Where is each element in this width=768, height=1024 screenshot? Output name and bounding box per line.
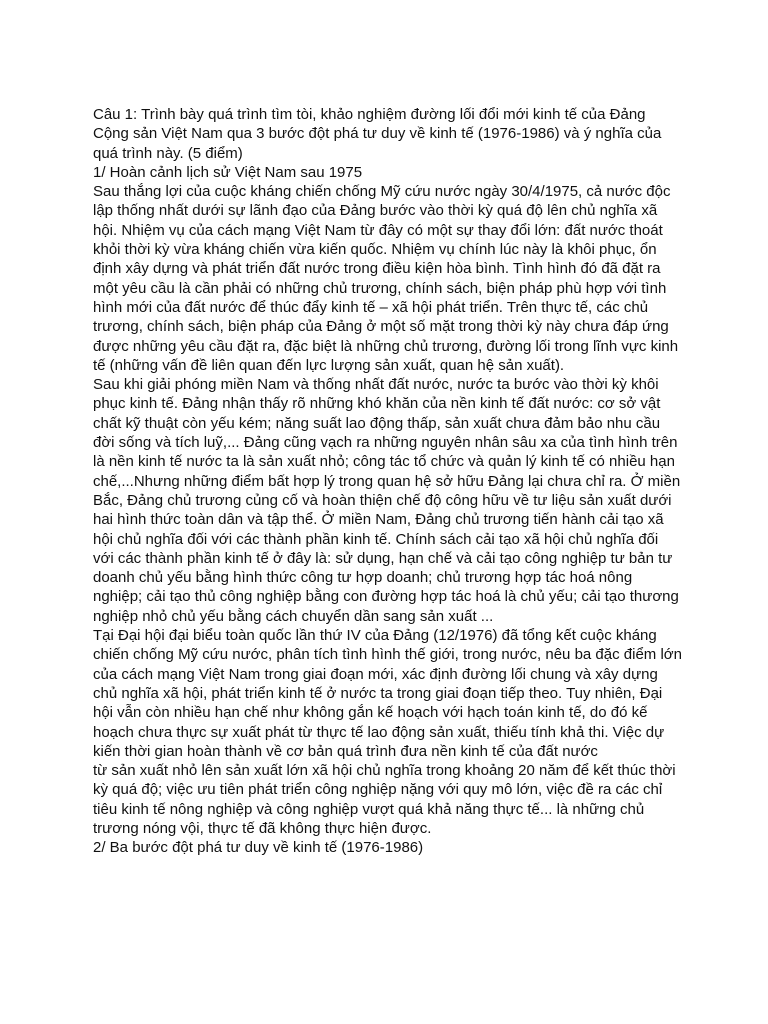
paragraph-2: Sau khi giải phóng miền Nam và thống nhất đất nước, nước ta bước vào thời kỳ khôi phục kinh tế. Đảng nhận thấy rõ những khó khăn của nền kinh tế đất nước: cơ sở vật chất kỹ thuật còn yếu kém; năng suất lao động thấp, sản xuất chưa đảm bảo nhu cầu đời sống và tích luỹ,... Đảng cũng vạch ra những nguyên nhân sâu xa của tình hình trên là nền kinh tế nước ta là sản xuất nhỏ; công tác tổ chức và quản lý kinh tế có nhiều hạn chế,...Nhưng những điểm bất hợp lý trong quan hệ sở hữu Đảng lại chưa chỉ ra. Ở miền Bắc, Đảng chủ trương củng cố và hoàn thiện chế độ công hữu về tư liệu sản xuất dưới hai hình thức toàn dân và tập thể. Ở miền Nam, Đảng chủ trương tiến hành cải tạo xã hội chủ nghĩa đối với các thành phần kinh tế. Chính sách cải tạo xã hội chủ nghĩa đối với các thành phần kinh tế ở đây là: sử dụng, hạn chế và cải tạo công nghiệp tư bản tư doanh chủ yếu bằng hình thức công tư hợp doanh; chủ trương hợp tác hoá nông nghiệp; cải tạo thủ công nghiệp bằng con đường hợp tác hoá là chủ yếu; cải tạo thương nghiệp nhỏ chủ yếu bằng cách chuyển dần sang sản xuất ... — [93, 376, 681, 625]
paragraph-3: Tại Đại hội đại biểu toàn quốc lần thứ IV của Đảng (12/1976) đã tổng kết cuộc kháng chiến chống Mỹ cứu nước, phân tích tình hình thế giới, trong nước, nêu ba đặc điểm lớn của cách mạng Việt Nam trong giai đoạn mới, xác định đường lối chung và xây dựng chủ nghĩa xã hội, phát triển kinh tế ở nước ta trong giai đoạn tiếp theo. Tuy nhiên, Đại hội vẫn còn nhiều hạn chế như không gắn kế hoạch với hạch toán kinh tế, do đó kế hoạch chưa thực sự xuất phát từ thực tế lao động sản xuất, thiếu tính khả thi. Việc dự kiến thời gian hoàn thành về cơ bản quá trình đưa nền kinh tế của đất nước — [93, 627, 682, 760]
document-body — [93, 105, 683, 858]
question-title: Câu 1: Trình bày quá trình tìm tòi, khảo nghiệm đường lối đổi mới kinh tế của Đảng Cộng sản Việt Nam qua 3 bước đột phá tư duy về kinh tế (1976-1986) và ý nghĩa của quá trình này. (5 điểm) — [93, 106, 662, 162]
paragraph-4: từ sản xuất nhỏ lên sản xuất lớn xã hội chủ nghĩa trong khoảng 20 năm để kết thúc thời kỳ quá độ; việc ưu tiên phát triển công nghiệp nặng với quy mô lớn, việc đề ra các chỉ tiêu kinh tế nông nghiệp và công nghiệp vượt quá khả năng thực tế... là những chủ trương nóng vội, thực tế đã không thực hiện được. — [93, 762, 676, 837]
section-heading-1: 1/ Hoàn cảnh lịch sử Việt Nam sau 1975 — [93, 163, 363, 181]
paragraph-1: Sau thắng lợi của cuộc kháng chiến chống Mỹ cứu nước ngày 30/4/1975, cả nước độc lập thống nhất dưới sự lãnh đạo của Đảng bước vào thời kỳ quá độ lên chủ nghĩa xã hội. Nhiệm vụ của cách mạng Việt Nam từ đây có một sự thay đổi lớn: đất nước thoát khỏi thời kỳ vừa kháng chiến vừa kiến quốc. Nhiệm vụ chính lúc này là khôi phục, ổn định xây dựng và phát triển đất nước trong điều kiện hòa bình. Tình hình đó đã đặt ra một yêu cầu là cần phải có những chủ trương, chính sách, biện pháp phù hợp với tình hình mới của đất nước để thúc đẩy kinh tế – xã hội phát triển. Trên thực tế, các chủ trương, chính sách, biện pháp của Đảng ở một số mặt trong thời kỳ này chưa đáp ứng được những yêu cầu đặt ra, đặc biệt là những chủ trương, đường lối trong lĩnh vực kinh tế (những vấn đề liên quan đến lực lượng sản xuất, quan hệ sản xuất). — [93, 183, 679, 374]
section-heading-2: 2/ Ba bước đột phá tư duy về kinh tế (1976-1986) — [93, 839, 424, 857]
